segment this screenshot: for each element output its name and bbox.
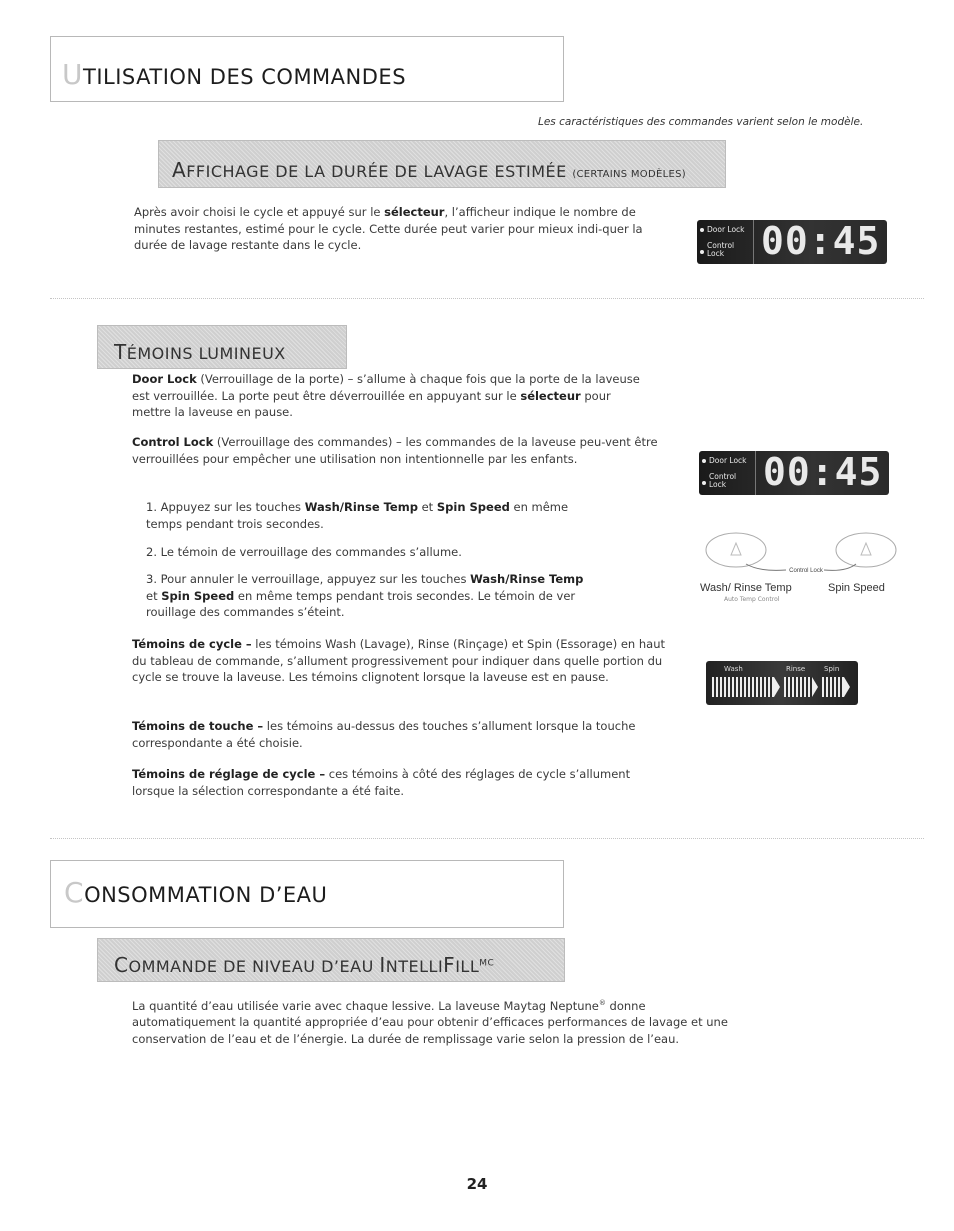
- time-display-1: [697, 220, 887, 264]
- intellifill-paragraph: La quantité d’eau utilisée varie avec chaque lessive. La laveuse Maytag Neptune® donne automatiquement la quantité appropriée d’eau pour obtenir d’efficaces performances de lavage et une conservation de l’eau et de l’énergie. La durée de remplissage varie selon la pression de l’eau.: [132, 998, 728, 1046]
- control-label: Control: [707, 241, 735, 250]
- time-digits: 00:45: [763, 451, 883, 494]
- spin-label: Spin: [824, 665, 840, 673]
- rinse-progress-bar: [784, 677, 812, 697]
- models-note: Les caractéristiques des commandes varient selon le modèle.: [538, 116, 864, 128]
- step-1: 1. Appuyez sur les touches Wash/Rinse Temp et Spin Speed en même temps pendant trois secondes.: [146, 500, 569, 531]
- lock-label: Lock: [707, 249, 725, 258]
- wash-arrow-icon: [774, 677, 780, 697]
- door-lock-paragraph: Door Lock (Verrouillage de la porte) – s’allume à chaque fois que la porte de la laveuse est verrouillée. La porte peut être déverrouillée en appuyant sur le sélecteur pour mettre la laveuse en pause.: [132, 372, 640, 419]
- cycle-progress-display: [706, 661, 858, 705]
- step-2: 2. Le témoin de verrouillage des commandes s’allume.: [146, 545, 462, 559]
- control-lock-caption: Control Lock: [789, 568, 823, 574]
- spin-progress-bar: [822, 677, 844, 697]
- rinse-arrow-icon: [812, 677, 818, 697]
- cycle-indicators-paragraph: Témoins de cycle – les témoins Wash (Lavage), Rinse (Rinçage) et Spin (Essorage) en haut du tableau de commande, s’allument progressivement pour indiquer dans quelle portion du cycle se trouve la laveuse. Les témoins clignotent lorsque la laveuse est en pause.: [132, 637, 665, 684]
- main-title: UTILISATION DES COMMANDES: [62, 58, 407, 91]
- page-number: 24: [466, 1175, 488, 1193]
- divider-1: [50, 298, 924, 299]
- wash-label: Wash: [724, 665, 743, 673]
- control-label: Control: [709, 472, 737, 481]
- section-title-intellifill: COMMANDE DE NIVEAU D’EAU $INTELLIFILL^{MC}$: [114, 953, 495, 977]
- wash-rinse-temp-button: [706, 533, 766, 567]
- spin-speed-button: [836, 533, 896, 567]
- door-lock-indicator: [700, 228, 704, 232]
- control-lock-indicator: [700, 250, 704, 254]
- divider-2: [50, 838, 924, 839]
- cycle-setting-indicators-paragraph: Témoins de réglage de cycle – ces témoins à côté des réglages de cycle s’allument lorsque la sélection correspondante a été faite.: [132, 767, 631, 798]
- water-consumption-title: CONSOMMATION D’EAU: [64, 876, 328, 909]
- wash-progress-bar: [712, 677, 774, 697]
- door-lock-label: Door Lock: [709, 456, 747, 465]
- section-title-display: AFFICHAGE DE LA DURÉE DE LAVAGE ESTIMÉE (CERTAINS MODÈLES): [172, 158, 686, 182]
- display-description: Après avoir choisi le cycle et appuyé sur le sélecteur, l’afficheur indique le nombre de minutes restantes, estimé pour le cycle. Cette durée peut varier pour mieux indi-quer la durée de lavage restante dans le cycle.: [134, 205, 643, 252]
- key-indicators-paragraph: Témoins de touche – les témoins au-dessus des touches s’allument lorsque la touche correspondante a été choisie.: [132, 719, 636, 750]
- lock-label: Lock: [709, 480, 727, 489]
- auto-temp-control-label: Auto Temp Control: [724, 596, 780, 603]
- control-lock-indicator: [702, 481, 706, 485]
- spin-arrow-icon: [844, 677, 850, 697]
- door-lock-label: Door Lock: [707, 225, 745, 234]
- step-3: 3. Pour annuler le verrouillage, appuyez sur les touches Wash/Rinse Temp et Spin Speed en même temps pendant trois secondes. Le témoin de ver rouillage des commandes s’éteint.: [146, 572, 584, 619]
- section-title-indicators: TÉMOINS LUMINEUX: [114, 340, 286, 364]
- time-display-2: [699, 451, 889, 495]
- time-digits: 00:45: [761, 220, 881, 263]
- wash-rinse-temp-label: Wash/ Rinse Temp: [700, 582, 792, 594]
- control-lock-paragraph: Control Lock (Verrouillage des commandes) – les commandes de la laveuse peu-vent être verrouillées pour empêcher une utilisation non intentionnelle par les enfants.: [132, 435, 658, 466]
- control-buttons-illustration: [700, 528, 900, 578]
- spin-speed-label: Spin Speed: [828, 582, 885, 594]
- door-lock-indicator: [702, 459, 706, 463]
- rinse-label: Rinse: [786, 665, 806, 673]
